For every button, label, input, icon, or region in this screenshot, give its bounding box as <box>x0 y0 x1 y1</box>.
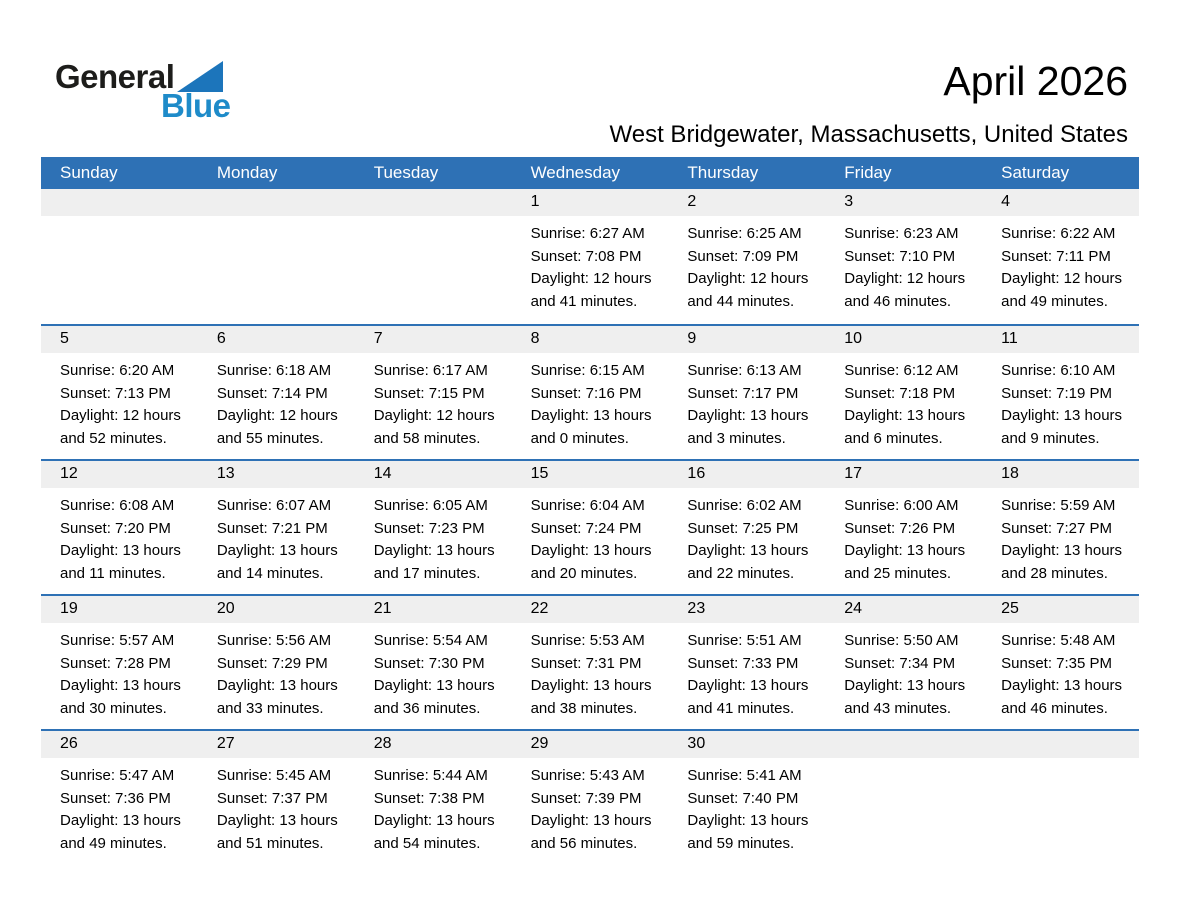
weekday-monday: Monday <box>216 163 278 182</box>
week-row <box>41 324 1139 459</box>
sunset-line: Sunset: 7:14 PM <box>216 384 328 402</box>
day-sun-info <box>355 758 512 855</box>
week-row <box>41 189 1139 324</box>
logo-word-general: General <box>55 58 175 95</box>
day-number: 23 <box>668 596 825 623</box>
day-cell <box>355 596 512 729</box>
daylight-line-continued: and 49 minutes. <box>1001 292 1108 310</box>
sunrise-line: Sunrise: 6:07 AM <box>216 497 332 514</box>
daylight-line-continued: and 56 minutes. <box>530 834 638 852</box>
empty-day-cell <box>41 189 198 324</box>
day-sun-info <box>982 216 1139 313</box>
sunrise-line: Sunrise: 5:56 AM <box>216 632 332 649</box>
daylight-line-continued: and 0 minutes. <box>530 429 629 447</box>
daylight-line: Daylight: 13 hours <box>687 812 809 829</box>
daylight-line: Daylight: 13 hours <box>530 407 652 424</box>
week-row <box>41 729 1139 864</box>
sunset-line: Sunset: 7:27 PM <box>1001 519 1113 537</box>
daylight-line: Daylight: 13 hours <box>844 407 966 424</box>
sunrise-line: Sunrise: 6:22 AM <box>1001 225 1116 242</box>
daylight-line-continued: and 49 minutes. <box>60 834 167 852</box>
day-cell <box>198 461 355 594</box>
day-number: 28 <box>355 731 512 758</box>
daylight-line: Daylight: 13 hours <box>373 677 495 694</box>
day-number: 10 <box>825 326 982 353</box>
sunset-line: Sunset: 7:17 PM <box>687 384 799 402</box>
day-number: 19 <box>41 596 198 623</box>
day-sun-info <box>825 623 982 720</box>
daylight-line-continued: and 14 minutes. <box>216 564 324 582</box>
daylight-line: Daylight: 12 hours <box>373 407 495 424</box>
daylight-line: Daylight: 13 hours <box>60 812 181 829</box>
day-number: 16 <box>668 461 825 488</box>
daylight-line-continued: and 30 minutes. <box>60 699 167 717</box>
sunset-line: Sunset: 7:26 PM <box>844 519 956 537</box>
day-cell <box>512 326 669 459</box>
day-sun-info <box>355 488 512 585</box>
daylight-line-continued: and 9 minutes. <box>1001 429 1100 447</box>
day-cell <box>198 731 355 864</box>
sunrise-line: Sunrise: 6:08 AM <box>60 497 175 514</box>
daylight-line: Daylight: 13 hours <box>216 677 338 694</box>
daylight-line-continued: and 11 minutes. <box>60 564 166 582</box>
day-sun-info <box>41 353 198 450</box>
sunrise-line: Sunrise: 5:50 AM <box>844 632 959 649</box>
daylight-line-continued: and 33 minutes. <box>216 699 324 717</box>
daylight-line: Daylight: 13 hours <box>216 812 338 829</box>
sunset-line: Sunset: 7:11 PM <box>1001 247 1111 265</box>
sunrise-line: Sunrise: 5:44 AM <box>373 767 488 784</box>
day-cell <box>982 461 1139 594</box>
sunrise-line: Sunrise: 5:51 AM <box>687 632 802 649</box>
daylight-line-continued: and 36 minutes. <box>373 699 481 717</box>
daylight-line-continued: and 41 minutes. <box>687 699 795 717</box>
day-cell <box>41 731 198 864</box>
sunrise-line: Sunrise: 5:59 AM <box>1001 497 1116 514</box>
day-number: 20 <box>198 596 355 623</box>
daylight-line: Daylight: 12 hours <box>844 270 966 287</box>
day-number: 22 <box>512 596 669 623</box>
sunrise-line: Sunrise: 5:53 AM <box>530 632 645 649</box>
day-cell <box>982 189 1139 324</box>
day-sun-info <box>355 623 512 720</box>
daylight-line: Daylight: 13 hours <box>60 542 181 559</box>
day-cell <box>668 326 825 459</box>
day-sun-info <box>668 488 825 585</box>
sunrise-line: Sunrise: 6:27 AM <box>530 225 645 242</box>
day-cell <box>825 596 982 729</box>
sunrise-line: Sunrise: 6:23 AM <box>844 225 959 242</box>
daylight-line: Daylight: 13 hours <box>844 677 966 694</box>
daylight-line: Daylight: 13 hours <box>1001 407 1123 424</box>
sunset-line: Sunset: 7:21 PM <box>216 519 328 537</box>
sunrise-line: Sunrise: 5:41 AM <box>687 767 802 784</box>
sunset-line: Sunset: 7:28 PM <box>60 654 171 672</box>
day-number: 30 <box>668 731 825 758</box>
sunset-line: Sunset: 7:16 PM <box>530 384 642 402</box>
day-cell <box>355 461 512 594</box>
day-number: 14 <box>355 461 512 488</box>
sunrise-line: Sunrise: 5:57 AM <box>60 632 175 649</box>
day-number: 21 <box>355 596 512 623</box>
day-cell <box>825 326 982 459</box>
sunset-line: Sunset: 7:35 PM <box>1001 654 1113 672</box>
day-sun-info <box>512 758 669 855</box>
day-sun-info <box>41 488 198 585</box>
day-sun-info <box>825 488 982 585</box>
daylight-line-continued: and 46 minutes. <box>1001 699 1108 717</box>
daylight-line-continued: and 51 minutes. <box>216 834 324 852</box>
daylight-line-continued: and 58 minutes. <box>373 429 481 447</box>
daylight-line-continued: and 46 minutes. <box>844 292 952 310</box>
day-cell <box>198 326 355 459</box>
empty-day-cell <box>198 189 355 324</box>
daylight-line: Daylight: 13 hours <box>687 677 809 694</box>
day-cell <box>41 326 198 459</box>
sunrise-line: Sunrise: 6:18 AM <box>216 362 332 379</box>
day-cell <box>668 731 825 864</box>
day-number: 25 <box>982 596 1139 623</box>
day-cell <box>198 596 355 729</box>
sunrise-line: Sunrise: 6:02 AM <box>687 497 802 514</box>
sunset-line: Sunset: 7:34 PM <box>844 654 956 672</box>
day-cell <box>668 189 825 324</box>
daylight-line-continued: and 17 minutes. <box>373 564 481 582</box>
day-sun-info <box>41 623 198 720</box>
daylight-line: Daylight: 13 hours <box>216 542 338 559</box>
day-number: 2 <box>668 189 825 216</box>
weekday-friday: Friday <box>844 163 892 182</box>
daylight-line: Daylight: 13 hours <box>844 542 966 559</box>
day-number: 15 <box>512 461 669 488</box>
generalblue-logo <box>55 60 231 122</box>
weekday-sunday: Sunday <box>60 163 118 182</box>
daylight-line: Daylight: 12 hours <box>1001 270 1123 287</box>
sunset-line: Sunset: 7:29 PM <box>216 654 328 672</box>
day-number: 6 <box>198 326 355 353</box>
empty-day-cell <box>825 731 982 864</box>
daylight-line-continued: and 52 minutes. <box>60 429 167 447</box>
weekday-tuesday: Tuesday <box>373 163 439 182</box>
sunrise-line: Sunrise: 5:47 AM <box>60 767 175 784</box>
day-cell <box>825 189 982 324</box>
daylight-line-continued: and 6 minutes. <box>844 429 943 447</box>
calendar-body <box>41 189 1139 864</box>
sunset-line: Sunset: 7:08 PM <box>530 247 642 265</box>
day-sun-info <box>512 216 669 313</box>
week-row <box>41 459 1139 594</box>
sunset-line: Sunset: 7:19 PM <box>1001 384 1113 402</box>
weekday-header-row <box>41 157 1139 189</box>
sunset-line: Sunset: 7:15 PM <box>373 384 485 402</box>
sunset-line: Sunset: 7:24 PM <box>530 519 642 537</box>
weekday-saturday: Saturday <box>1001 163 1070 182</box>
daylight-line: Daylight: 13 hours <box>687 542 809 559</box>
day-number: 24 <box>825 596 982 623</box>
day-number <box>198 189 355 216</box>
day-cell <box>512 596 669 729</box>
sunrise-line: Sunrise: 5:43 AM <box>530 767 645 784</box>
day-number: 5 <box>41 326 198 353</box>
daylight-line-continued: and 25 minutes. <box>844 564 952 582</box>
daylight-line-continued: and 38 minutes. <box>530 699 638 717</box>
day-sun-info <box>825 353 982 450</box>
sunrise-line: Sunrise: 6:13 AM <box>687 362 802 379</box>
sunrise-line: Sunrise: 6:15 AM <box>530 362 645 379</box>
daylight-line: Daylight: 12 hours <box>216 407 338 424</box>
day-sun-info <box>512 353 669 450</box>
daylight-line-continued: and 43 minutes. <box>844 699 952 717</box>
daylight-line-continued: and 22 minutes. <box>687 564 795 582</box>
sunrise-line: Sunrise: 6:04 AM <box>530 497 645 514</box>
daylight-line-continued: and 3 minutes. <box>687 429 786 447</box>
weekday-thursday: Thursday <box>687 163 759 182</box>
logo-word-blue: Blue <box>161 87 231 124</box>
daylight-line: Daylight: 13 hours <box>373 812 495 829</box>
day-sun-info <box>198 758 355 855</box>
sunrise-line: Sunrise: 6:12 AM <box>844 362 959 379</box>
sunset-line: Sunset: 7:09 PM <box>687 247 799 265</box>
daylight-line: Daylight: 13 hours <box>530 677 652 694</box>
day-sun-info <box>355 353 512 450</box>
daylight-line-continued: and 28 minutes. <box>1001 564 1108 582</box>
sunset-line: Sunset: 7:13 PM <box>60 384 171 402</box>
day-number: 9 <box>668 326 825 353</box>
day-sun-info <box>668 623 825 720</box>
sunrise-line: Sunrise: 6:05 AM <box>373 497 488 514</box>
sunrise-line: Sunrise: 5:45 AM <box>216 767 332 784</box>
day-cell <box>41 461 198 594</box>
day-number <box>825 731 982 758</box>
sunrise-line: Sunrise: 6:17 AM <box>373 362 488 379</box>
location-subtitle: West Bridgewater, Massachusetts, United States <box>609 121 1128 148</box>
sunset-line: Sunset: 7:10 PM <box>844 247 956 265</box>
sunrise-line: Sunrise: 6:10 AM <box>1001 362 1116 379</box>
day-number: 4 <box>982 189 1139 216</box>
day-number: 13 <box>198 461 355 488</box>
day-cell <box>512 731 669 864</box>
day-number: 12 <box>41 461 198 488</box>
day-number: 27 <box>198 731 355 758</box>
day-sun-info <box>982 623 1139 720</box>
day-sun-info <box>668 216 825 313</box>
daylight-line-continued: and 41 minutes. <box>530 292 638 310</box>
sunset-line: Sunset: 7:36 PM <box>60 789 171 807</box>
day-number: 18 <box>982 461 1139 488</box>
sunset-line: Sunset: 7:31 PM <box>530 654 642 672</box>
sunset-line: Sunset: 7:30 PM <box>373 654 485 672</box>
daylight-line: Daylight: 13 hours <box>530 812 652 829</box>
sunrise-line: Sunrise: 5:54 AM <box>373 632 488 649</box>
sunset-line: Sunset: 7:18 PM <box>844 384 956 402</box>
sunrise-line: Sunrise: 6:00 AM <box>844 497 959 514</box>
day-number: 11 <box>982 326 1139 353</box>
day-sun-info <box>198 353 355 450</box>
calendar-header <box>610 58 1128 149</box>
sunset-line: Sunset: 7:39 PM <box>530 789 642 807</box>
day-number: 8 <box>512 326 669 353</box>
sunset-line: Sunset: 7:37 PM <box>216 789 328 807</box>
day-cell <box>825 461 982 594</box>
day-sun-info <box>982 353 1139 450</box>
daylight-line: Daylight: 12 hours <box>530 270 652 287</box>
day-sun-info <box>198 488 355 585</box>
day-sun-info <box>512 623 669 720</box>
sunset-line: Sunset: 7:33 PM <box>687 654 799 672</box>
day-sun-info <box>512 488 669 585</box>
empty-day-cell <box>355 189 512 324</box>
day-number: 1 <box>512 189 669 216</box>
day-cell <box>668 596 825 729</box>
day-cell <box>512 461 669 594</box>
month-title: April 2026 <box>943 58 1128 104</box>
day-number: 7 <box>355 326 512 353</box>
sunrise-line: Sunrise: 6:20 AM <box>60 362 175 379</box>
sunset-line: Sunset: 7:23 PM <box>373 519 485 537</box>
day-number: 17 <box>825 461 982 488</box>
day-number: 29 <box>512 731 669 758</box>
sunrise-line: Sunrise: 6:25 AM <box>687 225 802 242</box>
sunset-line: Sunset: 7:38 PM <box>373 789 485 807</box>
daylight-line: Daylight: 13 hours <box>1001 542 1123 559</box>
week-row <box>41 594 1139 729</box>
daylight-line-continued: and 20 minutes. <box>530 564 638 582</box>
daylight-line: Daylight: 12 hours <box>687 270 809 287</box>
day-number <box>982 731 1139 758</box>
sunset-line: Sunset: 7:20 PM <box>60 519 171 537</box>
sunset-line: Sunset: 7:40 PM <box>687 789 799 807</box>
day-sun-info <box>668 758 825 855</box>
daylight-line-continued: and 55 minutes. <box>216 429 324 447</box>
day-cell <box>512 189 669 324</box>
daylight-line: Daylight: 13 hours <box>687 407 809 424</box>
day-number <box>355 189 512 216</box>
day-number: 26 <box>41 731 198 758</box>
day-number <box>41 189 198 216</box>
daylight-line: Daylight: 13 hours <box>530 542 652 559</box>
day-cell <box>41 596 198 729</box>
daylight-line-continued: and 44 minutes. <box>687 292 795 310</box>
day-cell <box>355 731 512 864</box>
day-cell <box>982 326 1139 459</box>
sunset-line: Sunset: 7:25 PM <box>687 519 799 537</box>
day-number: 3 <box>825 189 982 216</box>
day-sun-info <box>668 353 825 450</box>
monthly-calendar <box>41 157 1139 864</box>
daylight-line: Daylight: 12 hours <box>60 407 181 424</box>
daylight-line: Daylight: 13 hours <box>373 542 495 559</box>
daylight-line: Daylight: 13 hours <box>1001 677 1123 694</box>
day-sun-info <box>982 488 1139 585</box>
empty-day-cell <box>982 731 1139 864</box>
day-cell <box>355 326 512 459</box>
daylight-line-continued: and 54 minutes. <box>373 834 481 852</box>
day-cell <box>668 461 825 594</box>
weekday-wednesday: Wednesday <box>530 163 621 182</box>
sunrise-line: Sunrise: 5:48 AM <box>1001 632 1116 649</box>
day-sun-info <box>825 216 982 313</box>
day-sun-info <box>198 623 355 720</box>
daylight-line-continued: and 59 minutes. <box>687 834 795 852</box>
daylight-line: Daylight: 13 hours <box>60 677 181 694</box>
day-sun-info <box>41 758 198 855</box>
day-cell <box>982 596 1139 729</box>
